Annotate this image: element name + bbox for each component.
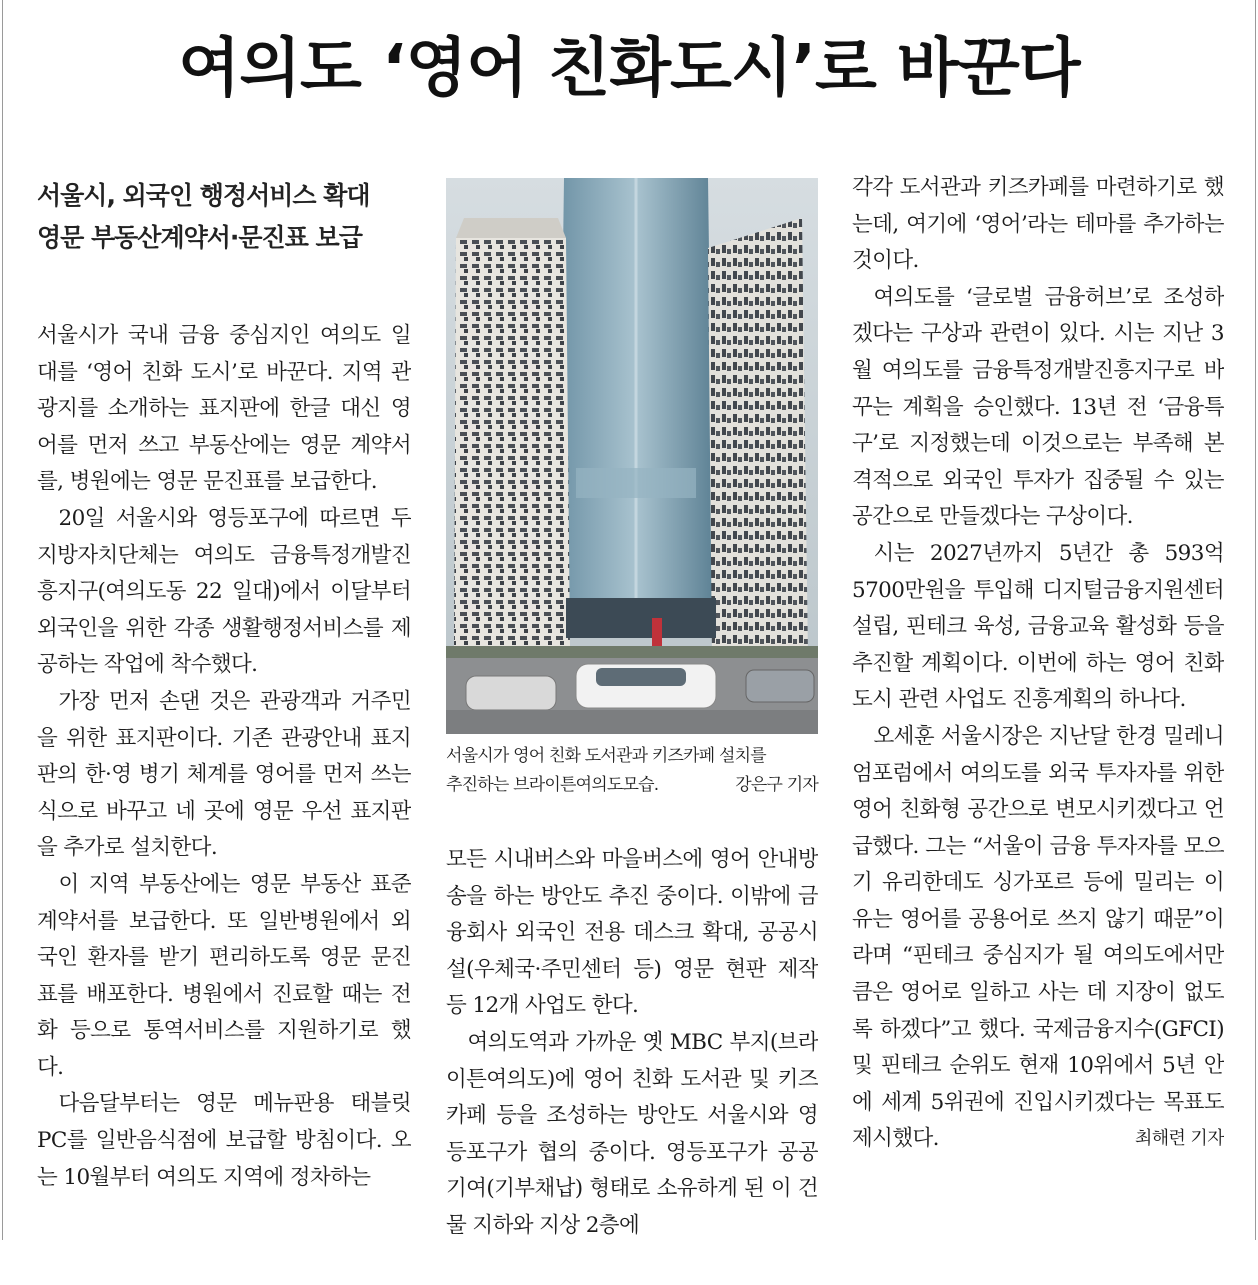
left-frame-line xyxy=(2,0,3,1240)
right-frame-line xyxy=(1255,0,1256,1240)
paragraph: 시는 2027년까지 5년간 총 593억 5700만원을 투입해 디지털금융지원센터 설립, 핀테크 육성, 금융교육 활성화 등을 추진할 계획이다. 이번에 하는 영어 친화도시 관련 사업도 진흥계획의 하나다. xyxy=(852,540,1224,713)
paragraph: 각각 도서관과 키즈카페를 마련하기로 했는데, 여기에 ‘영어’라는 테마를 추가하는 것이다. xyxy=(852,175,1224,274)
photo-caption xyxy=(446,742,818,800)
paragraph: 이 지역 부동산에는 영문 부동산 표준계약서를 보급한다. 또 일반병원에서 외국인 환자를 받기 편리하도록 영문 문진표를 배포한다. 병원에서 진료할 때는 전화 등으로 통역서비스를 지원하기로 했다. xyxy=(37,871,411,1080)
article-column-2 xyxy=(446,842,818,1238)
paragraph: 가장 먼저 손댄 것은 관광객과 거주민을 위한 표지판이다. 기존 관광안내 표지판의 한·영 병기 체계를 영어를 먼저 쓰는 식으로 바꾸고 네 곳에 영문 우선 표지판을 추가로 설치한다. xyxy=(37,688,411,861)
right-apartment-tower xyxy=(708,218,808,658)
left-apartment-tower xyxy=(454,238,570,648)
tower-entrance xyxy=(566,598,716,638)
caption-text: 추진하는 브라이튼여의도모습. xyxy=(446,775,659,795)
paragraph: 여의도를 ‘글로벌 금융허브’로 조성하겠다는 구상과 관련이 있다. 시는 지난 3월 여의도를 금융특정개발진흥지구로 바꾸는 계획을 승인했다. 13년 전 ‘금융특구’로 지정했는데 이것으로는 부족해 본격적으로 외국인 투자가 집중될 수 있는 공간으로 만들겠다는 구상이다. xyxy=(852,284,1224,530)
article-column-1 xyxy=(37,318,411,1238)
paragraph: 모든 시내버스와 마을버스에 영어 안내방송을 하는 방안도 추진 중이다. 이밖에 금융회사 외국인 전용 데스크 확대, 공공시설(우체국·주민센터 등) 영문 현판 제작 등 12개 사업도 한다. xyxy=(446,847,818,1019)
paragraph: 여의도역과 가까운 옛 MBC 부지(브라이튼여의도)에 영어 친화 도서관 및 키즈카페 등을 조성하는 방안도 서울시와 영등포구가 협의 중이다. 영등포구가 공공기여(기부채납) 형태로 소유하게 된 이 건물 지하와 지상 2층에 xyxy=(446,1029,818,1238)
headline: 여의도 ‘영어 친화도시’로 바꾼다 xyxy=(178,32,1080,106)
paragraph: 20일 서울시와 영등포구에 따르면 두 지방자치단체는 여의도 금융특정개발진흥지구(여의도동 22 일대)에서 이달부터 외국인을 위한 각종 생활행정서비스를 제공하는 작업에 착수했다. xyxy=(37,505,411,678)
subheadline-line-2: 영문 부동산계약서·문진표 보급 xyxy=(37,223,362,252)
caption-line-1: 서울시가 영어 친화 도서관과 키즈카페 설치를 xyxy=(446,746,766,766)
paragraph xyxy=(852,719,1224,1158)
paragraph: 서울시가 국내 금융 중심지인 여의도 일대를 ‘영어 친화 도시’로 바꾼다. 지역 관광지를 소개하는 표지판에 한글 대신 영어를 먼저 쓰고 부동산에는 영문 계약서를, 병원에는 영문 문진표를 보급한다. xyxy=(37,323,411,495)
byline: 최해련 기자 xyxy=(1134,1128,1224,1150)
subheadline-line-1: 서울시, 외국인 행정서비스 확대 xyxy=(37,181,370,210)
subheadline xyxy=(37,175,417,259)
paragraph-text: 오세훈 서울시장은 지난달 한경 밀레니엄포럼에서 여의도를 외국 투자자를 위한 영어 친화형 공간으로 변모시키겠다고 언급했다. 그는 “서울이 금융 투자자를 모으기 유리한데도 싱가포르 등에 밀리는 이유는 영어를 공용어로 쓰지 않기 때문”이라며 “핀테크 중심지가 될 여의도에서만큼은 영어로 일하고 사는 데 지장이 없도록 하겠다”고 했다. 국제금융지수(GFCI) 및 핀테크 순위도 현재 10위에서 5년 안에 세계 5위권에 진입시키겠다는 목표도 제시했다. xyxy=(852,723,1224,1152)
caption-line-2 xyxy=(446,771,818,800)
building-illustration xyxy=(446,178,818,734)
news-photo xyxy=(446,178,818,734)
photo-credit: 강은구 기자 xyxy=(735,775,818,795)
paragraph: 다음달부터는 영문 메뉴판용 태블릿 PC를 일반음식점에 보급할 방침이다. 오는 10월부터 여의도 지역에 정차하는 xyxy=(37,1091,411,1190)
article-column-3 xyxy=(852,170,1224,1240)
